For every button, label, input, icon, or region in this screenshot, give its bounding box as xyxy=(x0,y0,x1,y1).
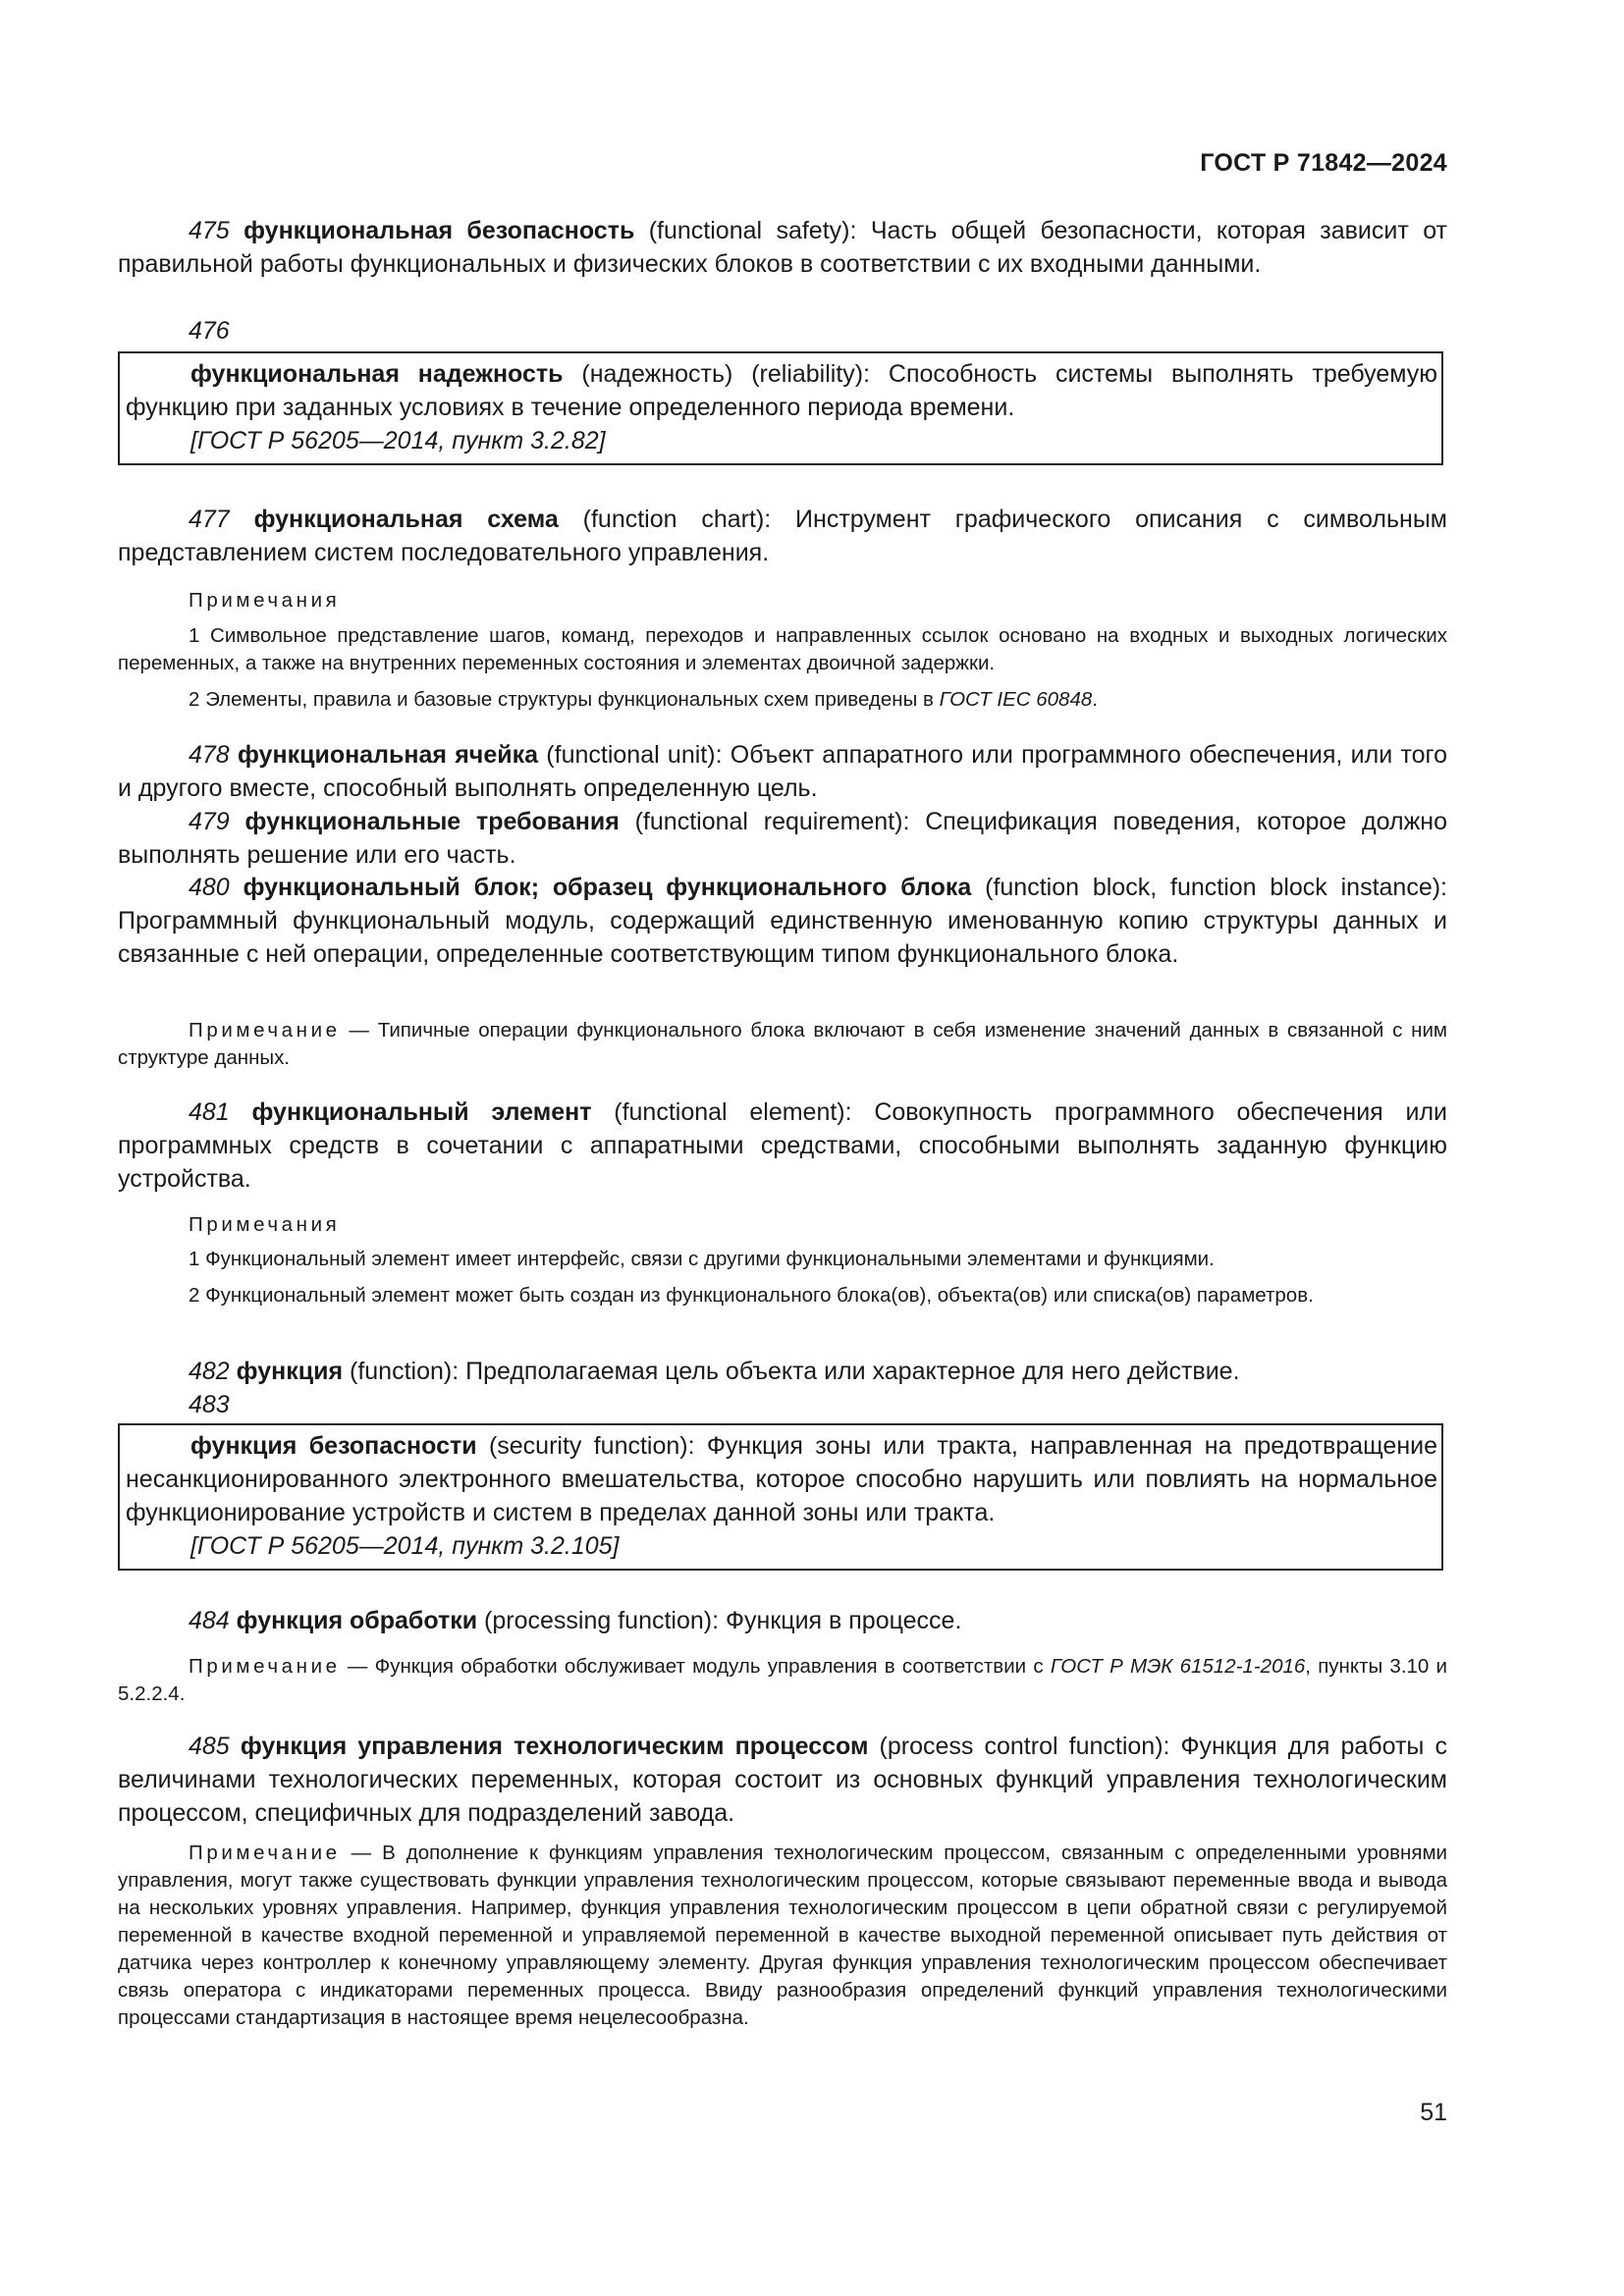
entry-484 xyxy=(118,1604,1447,1637)
notes-heading: Примечания xyxy=(189,1213,341,1236)
note-text: — Типичные операции функционального блока включают в себя изменение значений данных в связанной с ним структуре данных. xyxy=(118,1019,1447,1069)
entry-term: функция xyxy=(236,1358,344,1385)
entry-reference: [ГОСТ Р 56205—2014, пункт 3.2.82] xyxy=(190,427,606,454)
entry-480-note xyxy=(118,1017,1447,1072)
entry-477-notes: Примечания 1 Символьное представление шагов, команд, переходов и направленных ссылок основано на входных и выходных логических переменных, а также на внутренних переменных состояния и элементах двоичной задержки. 2 Элементы, правила и базовые структуры функциональных схем приведены в ГОСТ IEC 60848. xyxy=(118,589,1447,711)
entry-number: 479 xyxy=(189,808,230,835)
entry-485 xyxy=(118,1730,1447,1830)
entry-definition: (functional safety): Часть общей безопасности, которая зависит от правильной работы функциональных и физических блоков в соответствии с их входными данными. xyxy=(118,217,1448,278)
entry-number: 477 xyxy=(189,506,230,533)
entry-term: функциональная надежность xyxy=(190,360,564,388)
entry-number: 478 xyxy=(189,741,230,769)
note-1: 1 Функциональный элемент имеет интерфейс, связи с другими функциональными элементами и функциями. xyxy=(189,1248,1215,1270)
entry-481-notes xyxy=(118,1211,1447,1309)
entry-number: 484 xyxy=(189,1607,230,1634)
entry-term: функциональные требования xyxy=(244,808,620,835)
entry-definition: (functional element): Совокупность программного обеспечения или программных средств в сочетании с аппаратными средствами, способными выполнять заданную функцию устройства. xyxy=(118,1098,1448,1193)
entry-definition: (function): Предполагаемая цель объекта или характерное для него действие. xyxy=(343,1358,1240,1385)
note-2: 2 Элементы, правила и базовые структуры функциональных схем приведены в xyxy=(189,688,940,711)
entry-number: 475 xyxy=(189,217,230,244)
entry-number: 485 xyxy=(189,1733,230,1760)
entry-483-box xyxy=(118,1423,1443,1571)
note-heading: Примечание xyxy=(189,1842,341,1864)
note-1: 1 Символьное представление шагов, команд, переходов и направленных ссылок основано на входных и выходных логических переменных, а также на внутренних переменных состояния и элементах двоичной задержки. xyxy=(118,624,1447,674)
entry-term: функциональная схема xyxy=(253,506,559,533)
entry-term: функция управления технологическим процессом xyxy=(240,1733,869,1760)
entry-definition: (function chart): Инструмент графического описания с символьным представлением систем последовательного управления. xyxy=(118,506,1447,566)
entry-477 xyxy=(118,503,1447,569)
entry-definition: (security function): Функция зоны или тракта, направленная на предотвращение несанкционированного электронного вмешательства, которое способно нарушить или повлиять на нормальное функционирование устройств и систем в пределах данной зоны или тракта. xyxy=(126,1432,1437,1526)
notes-heading: Примечания xyxy=(189,589,341,612)
note-2-reference: ГОСТ IEC 60848 xyxy=(939,688,1093,711)
entry-definition: (functional unit): Объект аппаратного или программного обеспечения, или того и другого вместе, способный выполнять определенную цель. xyxy=(118,741,1447,802)
entry-476-box xyxy=(118,351,1443,465)
entry-480 xyxy=(118,871,1447,971)
entry-479 xyxy=(118,805,1447,872)
entry-481 xyxy=(118,1095,1447,1196)
entry-482 xyxy=(118,1355,1447,1388)
entry-definition: (processing function): Функция в процессе. xyxy=(477,1607,962,1634)
entry-definition: (functional requirement): Спецификация поведения, которое должно выполнять решение или его часть. xyxy=(118,808,1447,869)
entry-485-note xyxy=(118,1840,1447,2032)
note-heading: Примечание xyxy=(189,1655,341,1678)
entry-term: функциональный блок; образец функционального блока xyxy=(243,874,972,901)
entry-reference: [ГОСТ Р 56205—2014, пункт 3.2.105] xyxy=(190,1532,620,1560)
note-text: — В дополнение к функциям управления технологическим процессом, связанным с определенными уровнями управления, могут также существовать функции управления технологическим процессом, которые связывают переменные ввода и вывода на нескольких уровнях управления. Например, функция управления технологическим процессом в цепи обратной связи с регулируемой переменной в качестве входной переменной и управляемой переменной в качестве выходной переменной описывает путь действия от датчика через контроллер к конечному управляющему элементу. Другая функция управления технологическим процессом обеспечивает связь оператора с индикаторами переменных процесса. Ввиду разнообразия определений функций управления технологическими процессами стандартизация в настоящее время нецелесообразна. xyxy=(118,1842,1447,2029)
entry-478 xyxy=(118,738,1447,805)
entry-definition: (надежность) (reliability): Способность системы выполнять требуемую функцию при заданных условиях в течение определенного периода времени. xyxy=(126,360,1437,421)
entry-number: 480 xyxy=(189,874,230,901)
entry-definition: (function block, function block instance): Программный функциональный модуль, содержащий единственную именованную копию структуры данных и связанные с ней операции, определенные соответствующим типом функционального блока. xyxy=(118,874,1448,968)
entry-476-number: 476 xyxy=(189,317,230,345)
note-reference: ГОСТ Р МЭК 61512-1-2016 xyxy=(1050,1655,1306,1678)
page-number: 51 xyxy=(1420,2099,1447,2126)
note-text: — Функция обработки обслуживает модуль управления в соответствии с xyxy=(340,1655,1051,1678)
entry-term: функциональный элемент xyxy=(251,1098,592,1126)
entry-term: функциональная ячейка xyxy=(238,741,539,769)
entry-term: функция обработки xyxy=(236,1607,478,1634)
entry-number: 482 xyxy=(189,1358,230,1385)
entry-number: 481 xyxy=(189,1098,230,1126)
entry-definition: (process control function): Функция для работы с величинами технологических переменных, которая состоит из основных функций управления технологическим процессом, специфичных для подразделений завода. xyxy=(118,1733,1447,1827)
entry-term: функция безопасности xyxy=(190,1432,477,1460)
note-2: 2 Функциональный элемент может быть создан из функционального блока(ов), объекта(ов) или списка(ов) параметров. xyxy=(189,1284,1314,1307)
entry-484-note: Примечание — Функция обработки обслуживает модуль управления в соответствии с ГОСТ Р МЭК 61512-1-2016, пункты 3.10 и 5.2.2.4. xyxy=(118,1655,1447,1705)
entry-483-number: 483 xyxy=(189,1391,230,1418)
entry-term: функциональная безопасность xyxy=(244,217,635,244)
document-header: ГОСТ Р 71842—2024 xyxy=(1200,149,1447,177)
note-heading: Примечание xyxy=(189,1019,341,1041)
entry-475 xyxy=(118,214,1447,281)
